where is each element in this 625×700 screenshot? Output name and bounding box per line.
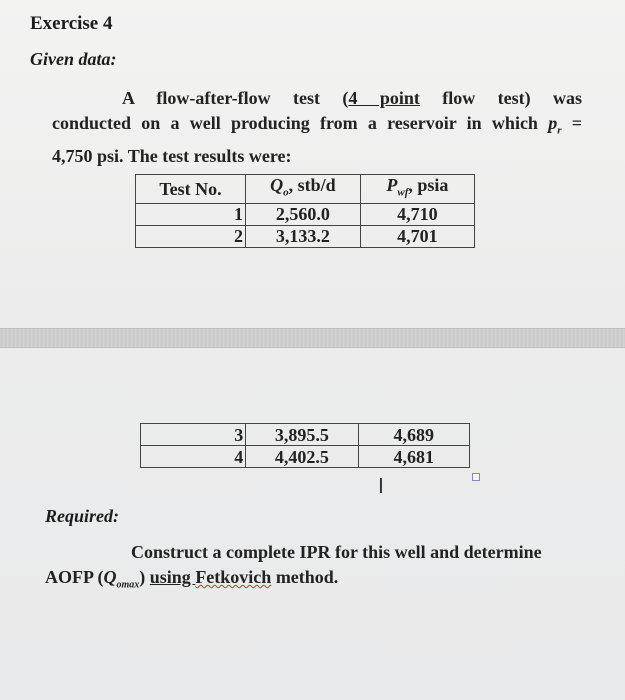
table-row	[141, 446, 470, 468]
test-results-table-2[interactable]	[140, 423, 470, 468]
cell-qo: 3,133.2	[246, 225, 361, 247]
text-cursor-icon: I	[378, 474, 384, 498]
aofp-symbol: $Q_{omax}$	[103, 567, 140, 591]
point-count-underlined: 4 point	[348, 88, 420, 108]
cell-qo: 4,402.5	[246, 446, 358, 468]
cell-qo: 3,895.5	[246, 424, 358, 446]
required-paragraph	[45, 540, 585, 598]
required-heading: Required:	[45, 506, 119, 526]
cell-pwf: 4,689	[358, 424, 469, 446]
cell-test-no: 2	[136, 225, 246, 247]
spellcheck-word: Fetkovich	[195, 567, 272, 587]
table-row	[141, 424, 470, 446]
page-break-divider	[0, 328, 625, 348]
problem-paragraph	[52, 86, 582, 169]
cell-qo: 2,560.0	[246, 203, 361, 225]
table-header-row	[136, 175, 475, 204]
cell-test-no: 3	[141, 424, 246, 446]
paragraph-line-1: A flow-after-flow test (4 point flow test) was	[122, 88, 582, 108]
table-row	[136, 225, 475, 247]
required-line-2: AOFP $(Q_{omax})$ using Fetkovich method.	[45, 567, 339, 591]
test-results-table-1	[135, 174, 475, 248]
paragraph-line-2: conducted on a well producing from a reservoir in which $p_r$ =	[52, 113, 582, 137]
header-qo: $Q_o$, stb/d	[246, 175, 361, 204]
cell-test-no: 1	[136, 203, 246, 225]
header-pwf: $P_{wf}$, psia	[360, 175, 474, 204]
exercise-title: Exercise 4	[30, 13, 113, 34]
table-row	[136, 203, 475, 225]
cell-test-no: 4	[141, 446, 246, 468]
header-test-no: Test No.	[136, 175, 246, 204]
cell-pwf: 4,701	[360, 225, 474, 247]
required-line-1: Construct a complete IPR for this well and determine	[131, 542, 542, 562]
paragraph-line-3: 4,750 psi. The test results were:	[52, 145, 292, 166]
cell-pwf: 4,710	[360, 203, 474, 225]
reservoir-pressure-symbol: $p_r$	[548, 113, 562, 137]
given-data-heading: Given data:	[30, 49, 117, 69]
table-resize-handle[interactable]	[472, 473, 480, 481]
cell-pwf: 4,681	[358, 446, 469, 468]
